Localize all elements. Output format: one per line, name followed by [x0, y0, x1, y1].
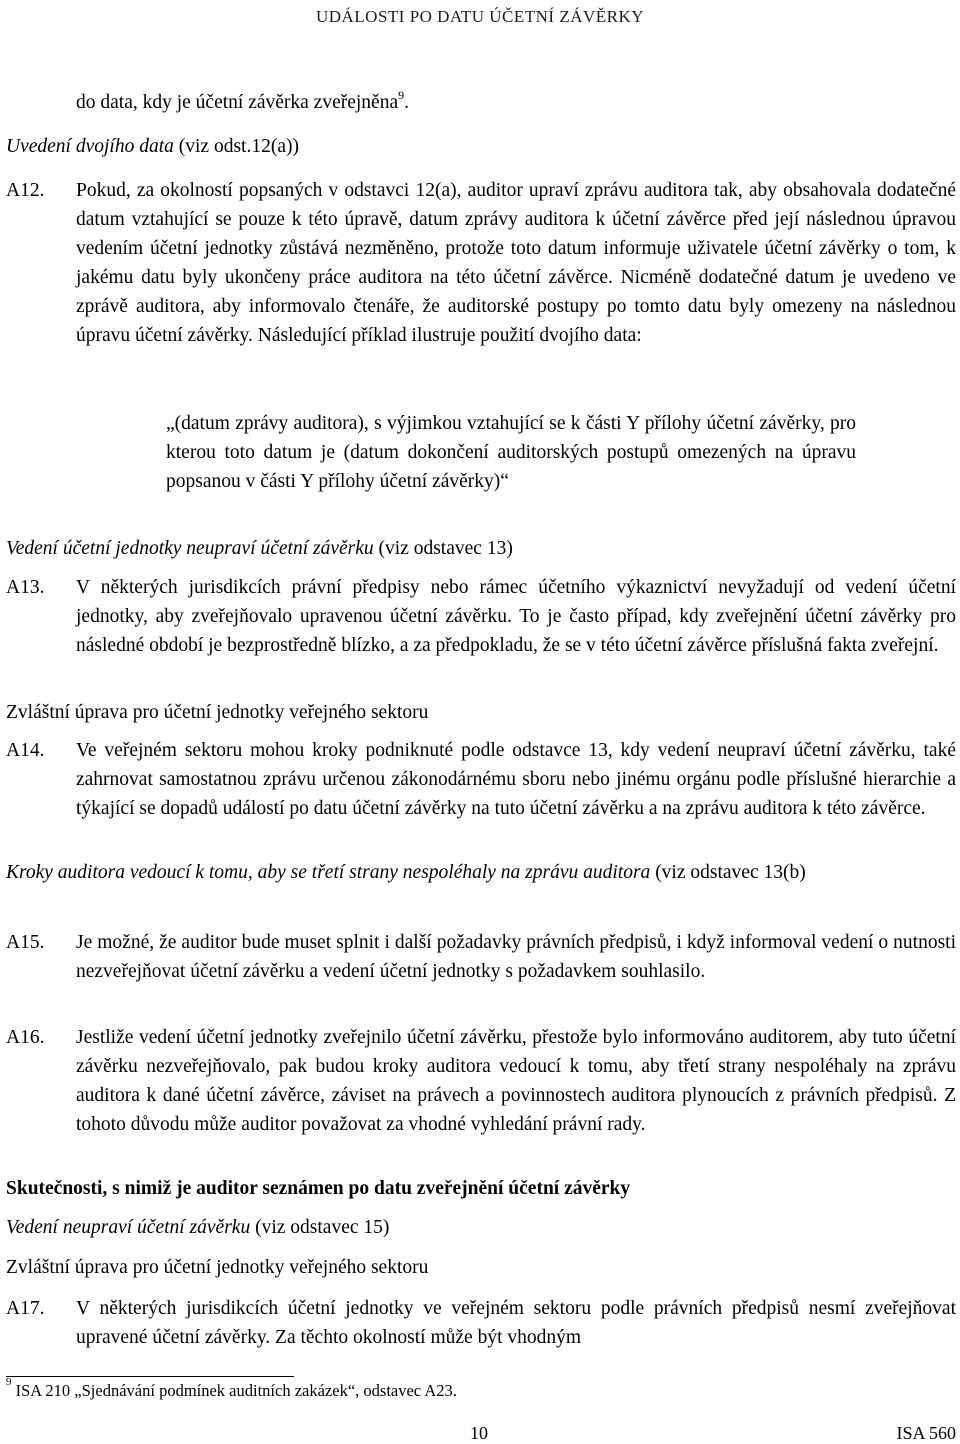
paragraph-number: A13.: [6, 577, 45, 598]
paragraph-a16: [6, 1023, 956, 1139]
paragraph-text: Jestliže vedení účetní jednotky zveřejnilo účetní závěrku, přestože bylo informováno auditorem, aby tuto účetní závěrku nezveřejňovalo, pak budou kroky auditora vedoucí k tomu, aby třetí strany nespoléhaly na zprávu auditora k dané účetní závěrce, záviset na právech a povinnostech auditora plynoucích z právních předpisů. Z tohoto důvodu může auditor považovat za vhodné vyhledání právní rady.: [76, 1027, 956, 1135]
paragraph-number: A14.: [6, 740, 45, 761]
paragraph-number: A17.: [6, 1298, 45, 1319]
paragraph-number: A15.: [6, 932, 45, 953]
paragraph-number: A16.: [6, 1027, 45, 1048]
paragraph-text: Ve veřejném sektoru mohou kroky podniknuté podle odstavce 13, kdy vedení neupraví účetní závěrku, také zahrnovat samostatnou zprávu určenou zákonodárnému sboru nebo jinému orgánu podle příslušné hierarchie a týkající se dopadů událostí po datu účetní závěrky na tuto účetní závěrku a na zprávu auditora k této závěrce.: [76, 740, 956, 819]
paragraph-a17: [6, 1294, 956, 1352]
page-number: 10: [470, 1423, 488, 1443]
heading-auditor-steps: Kroky auditora vedoucí k tomu, aby se třetí strany nespoléhaly na zprávu auditora (viz odstavec 13(b): [6, 862, 806, 883]
paragraph-text: Je možné, že auditor bude muset splnit i další požadavky právních předpisů, i když informoval vedení o nutnosti nezveřejňovat účetní závěrku a vedení účetní jednotky s požadavkem souhlasilo.: [76, 932, 956, 982]
heading-public-sector: Zvláštní úprava pro účetní jednotky veřejného sektoru: [6, 702, 429, 723]
example-quote: „(datum zprávy auditora), s výjimkou vztahující se k části Y přílohy účetní závěrky, pro kterou toto datum je (datum dokončení auditorských postupů omezených na úpravu popsanou v části Y přílohy účetní závěrky)“: [166, 413, 856, 492]
footnote-divider: [6, 1376, 294, 1377]
running-header: UDÁLOSTI PO DATU ÚČETNÍ ZÁVĚRKY: [315, 7, 645, 26]
intro-line: do data, kdy je účetní závěrka zveřejněna$^9$.: [76, 87, 409, 113]
paragraph-a15: [6, 928, 956, 986]
section-heading: Skutečnosti, s nimiž je auditor seznámen po datu zveřejnění účetní závěrky: [6, 1178, 631, 1199]
footnote: $^9$ ISA 210 „Sjednávání podmínek auditních zakázek“, odstavec A23.: [6, 1375, 457, 1400]
paragraph-text: Pokud, za okolností popsaných v odstavci 12(a), auditor upraví zprávu auditora tak, aby obsahovala dodatečné datum vztahující se pouze k této úpravě, datum zprávy auditora k účetní závěrce před její následnou úpravou vedením účetní jednotky zůstává nezměněno, protože toto datum informuje uživatele účetní závěrky o tom, k jakému datu byly ukončeny práce auditora na této účetní závěrce. Nicméně dodatečné datum je uvedeno ve zprávě auditora, aby informovalo čtenáře, že auditorské postupy po tomto datu byly omezeny na následnou úpravu účetní závěrky. Následující příklad ilustruje použití dvojího data:: [76, 180, 956, 346]
heading-no-amendment-2: Vedení neupraví účetní závěrku (viz odstavec 15): [6, 1217, 390, 1238]
document-id: ISA 560: [896, 1423, 956, 1443]
heading-no-amendment: Vedení účetní jednotky neupraví účetní závěrku (viz odstavec 13): [6, 538, 513, 559]
paragraph-number: A12.: [6, 180, 45, 201]
paragraph-a12: [6, 176, 956, 350]
footnote-ref: 9: [398, 87, 405, 102]
paragraph-a14: [6, 736, 956, 823]
heading-dual-date: Uvedení dvojího data (viz odst.12(a)): [6, 136, 299, 157]
paragraph-text: V některých jurisdikcích účetní jednotky ve veřejném sektoru podle právních předpisů nesmí zveřejňovat upravené účetní závěrky. Za těchto okolností může být vhodným: [76, 1298, 956, 1348]
paragraph-text: V některých jurisdikcích právní předpisy nebo rámec účetního výkaznictví nevyžadují od vedení účetní jednotky, aby zveřejňovalo upravenou účetní závěrku. To je často případ, kdy zveřejnění účetní závěrky pro následné období je bezprostředně blízko, a za předpokladu, že se v této účetní závěrce příslušná fakta zveřejní.: [76, 577, 956, 656]
paragraph-a13: [6, 573, 956, 660]
heading-public-sector-2: Zvláštní úprava pro účetní jednotky veřejného sektoru: [6, 1257, 429, 1278]
footnote-number: 9: [6, 1375, 12, 1388]
